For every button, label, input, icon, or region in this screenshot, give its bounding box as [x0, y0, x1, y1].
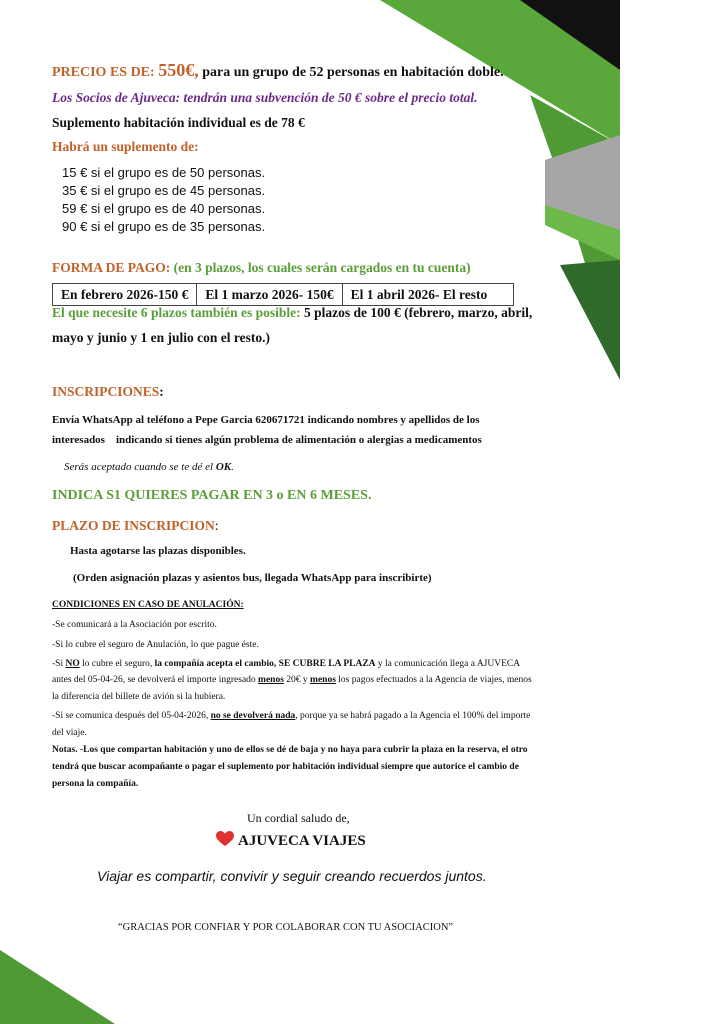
aceptado-ok: OK — [215, 461, 232, 473]
table-row — [53, 284, 514, 306]
suplemento-item: 35 € si el grupo es de 45 personas. — [62, 183, 266, 198]
condicion-3-line-1 — [52, 659, 520, 669]
notas-line-1: Notas. -Los que compartan habitación y uno de ellos se dé de baja y no haya para cubrir la plaza en la reserva, el otro — [52, 745, 528, 755]
aceptado-line — [64, 461, 234, 473]
suplemento-item: 15 € si el grupo es de 50 personas. — [62, 165, 266, 180]
heart-icon — [216, 831, 234, 847]
inscripciones-line-2: interesados indicando si tienes algún problema de alimentación o alergias a medicamentos — [52, 434, 482, 446]
price-label: PRECIO ES DE: — [52, 65, 155, 80]
seis-plazos-detail-2: mayo y junio y 1 en julio con el resto.) — [52, 330, 270, 345]
lema: Viajar es compartir, convivir y seguir creando recuerdos juntos. — [97, 868, 487, 884]
price-amount: 550€, — [158, 60, 199, 80]
condicion-menos: menos — [310, 675, 336, 685]
condicion-1: -Se comunicará a la Asociación por escrito. — [52, 620, 217, 630]
plazo-inscripcion-line-1: Hasta agotarse las plazas disponibles. — [70, 545, 246, 557]
suplemento-item: 90 € si el grupo es de 35 personas. — [62, 219, 266, 234]
condicion-4-line-1 — [52, 711, 530, 721]
forma-pago-detail: (en 3 plazos, los cuales serán cargados en tu cuenta) — [173, 260, 471, 275]
price-line — [52, 60, 504, 81]
condicion-no-devolvera: no se devolverá nada — [210, 711, 296, 721]
socios-line: Los Socios de Ajuveca: tendrán una subvención de 50 € sobre el precio total. — [52, 90, 478, 105]
condiciones-heading: CONDICIONES EN CASO DE ANULACIÓN: — [52, 600, 244, 610]
suplemento-heading: Habrá un suplemento de: — [52, 139, 199, 154]
suplemento-item: 59 € si el grupo es de 40 personas. — [62, 201, 266, 216]
aceptado-pre: Serás aceptado cuando se te dé el — [64, 461, 214, 473]
notas-line-3: persona la compañía. — [52, 779, 139, 789]
seis-plazos-label: El que necesite 6 plazos también es posible: — [52, 305, 301, 320]
condicion-3-line-2 — [52, 675, 532, 685]
right-white-box-2 — [498, 215, 544, 229]
plazo-inscripcion-heading: PLAZO DE INSCRIPCION — [52, 518, 215, 533]
firma-line — [216, 831, 366, 850]
suplementos-list — [62, 164, 265, 236]
condicion-bold: la compañía acepta el cambio, SE CUBRE LA PLAZA — [154, 659, 376, 669]
condicion-4-line-2: del viaje. — [52, 728, 87, 738]
gracias: “GRACIAS POR CONFIAR Y POR COLABORAR CON TU ASOCIACION” — [118, 922, 454, 933]
plazo-inscripcion-heading-line — [52, 518, 219, 534]
inscripciones-line-1: Envía WhatsApp al teléfono a Pepe Garcia 620671721 indicando nombres y apellidos de los — [52, 414, 480, 426]
notas-line-2: tendrá que buscar acompañante o pagar el suplemento por habitación individual siempre que autorice el cambio de — [52, 762, 519, 772]
aceptado-post: . — [231, 461, 234, 473]
table-cell: El 1 marzo 2026- 150€ — [197, 284, 342, 306]
condicion-text: -Si se comunica después del 05-04-2026, — [52, 711, 209, 721]
condicion-text: los pagos efectuados a la Agencia de viajes, menos — [338, 675, 532, 685]
inscripciones-heading: INSCRIPCIONES — [52, 384, 160, 399]
suplemento-individual: Suplemento habitación individual es de 78 € — [52, 115, 305, 130]
inscripciones-heading-line — [52, 384, 164, 400]
forma-pago-heading: FORMA DE PAGO: — [52, 260, 171, 275]
seis-plazos-detail-1: 5 plazos de 100 € (febrero, marzo, abril, — [304, 305, 533, 320]
plazo-inscripcion-line-2: (Orden asignación plazas y asientos bus, llegada WhatsApp para inscribirte) — [73, 572, 432, 584]
indica-line: INDICA S1 QUIERES PAGAR EN 3 o EN 6 MESES. — [52, 488, 372, 503]
right-dark-green-lower — [560, 260, 620, 380]
table-cell: En febrero 2026-150 € — [53, 284, 197, 306]
condicion-text: -Si — [52, 659, 64, 669]
condicion-text: lo cubre el seguro, — [82, 659, 153, 669]
condicion-text: antes del 05-04-26, se devolverá el importe ingresado — [52, 675, 256, 685]
inscripciones-colon: : — [159, 384, 164, 399]
price-rest: para un grupo de 52 personas en habitación doble. — [202, 65, 504, 80]
seis-plazos-line — [52, 305, 532, 321]
condicion-no: NO — [65, 659, 80, 669]
condicion-text: y la comunicación llega a AJUVECA — [377, 659, 521, 669]
plazo-inscripcion-colon: : — [214, 518, 219, 533]
condicion-3-line-3: la diferencia del billete de avión si la hubiera. — [52, 692, 226, 702]
bottom-left-green-triangle — [0, 950, 115, 1024]
right-white-box-1 — [498, 162, 544, 176]
saludo: Un cordial saludo de, — [247, 811, 350, 825]
table-cell: El 1 abril 2026- El resto — [342, 284, 514, 306]
firma: AJUVECA VIAJES — [238, 833, 366, 849]
condicion-text: , porque ya se habrá pagado a la Agencia el 100% del importe — [295, 711, 531, 721]
payment-table — [52, 283, 514, 306]
condicion-menos: menos — [258, 675, 284, 685]
forma-pago-line — [52, 260, 471, 276]
condicion-2: -Si lo cubre el seguro de Anulación, lo que pague éste. — [52, 640, 259, 650]
condicion-text: 20€ y — [286, 675, 308, 685]
